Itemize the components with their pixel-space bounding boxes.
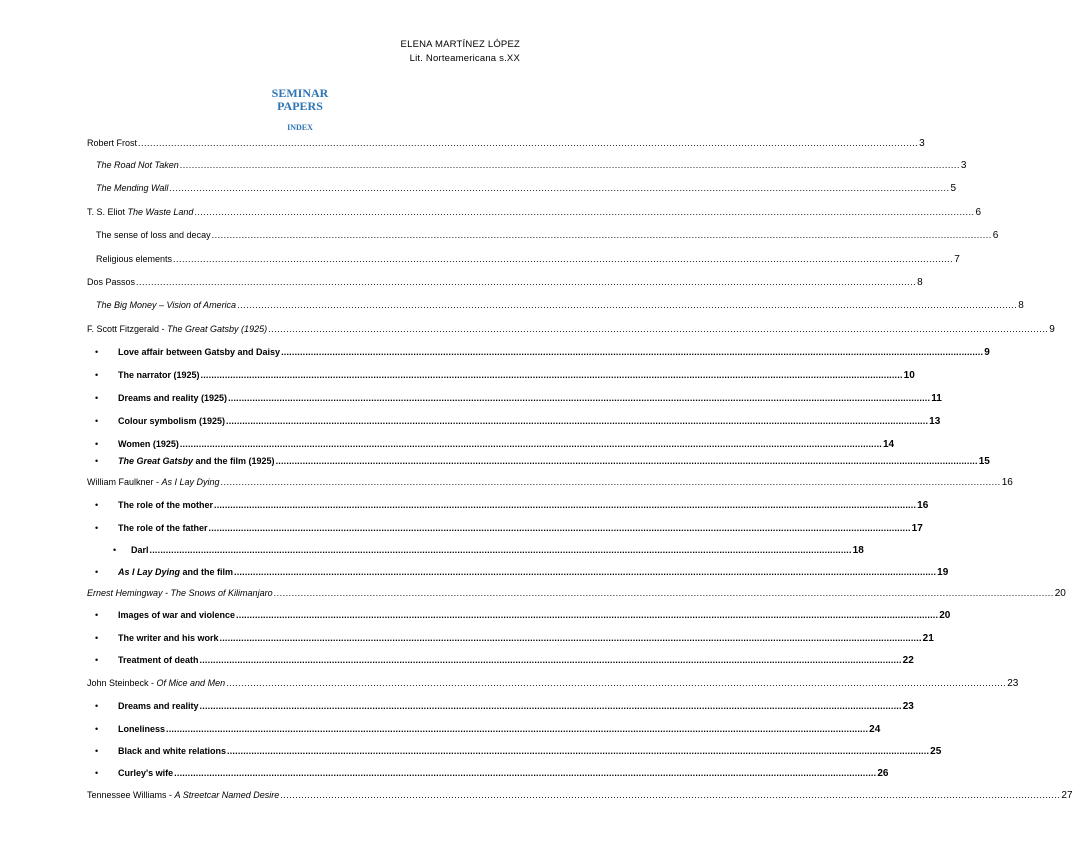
dot-leader: .................................................................................................................................................................................................................................................................... — [275, 456, 978, 466]
toc-entry[interactable] — [96, 253, 960, 265]
toc-entry-title-part: Darl — [131, 545, 149, 555]
toc-entry[interactable] — [87, 206, 982, 218]
dot-leader: .................................................................................................................................................................................................................................................................... — [179, 160, 960, 170]
toc-entry-title — [118, 767, 173, 779]
toc-page-number: 5 — [950, 183, 957, 194]
toc-page-number: 19 — [937, 567, 949, 578]
toc-entry-title-part: Curley's wife — [118, 768, 174, 778]
toc-entry[interactable] — [87, 137, 925, 149]
toc-entry[interactable] — [118, 369, 915, 381]
toc-entry[interactable] — [131, 544, 864, 556]
toc-page-number: 16 — [1001, 477, 1013, 488]
bullet-icon: • — [95, 416, 99, 426]
toc-entry-title-part: William Faulkner - — [87, 477, 162, 487]
toc-entry-title-part: Dreams and reality — [118, 701, 199, 711]
toc-entry-title-part: A Streetcar Named Desire — [174, 790, 280, 800]
dot-leader: .................................................................................................................................................................................................................................................................... — [234, 567, 937, 577]
toc-entry-title — [87, 789, 279, 801]
dot-leader: .................................................................................................................................................................................................................................................................... — [179, 439, 882, 449]
toc-entry-title-part: Love affair between Gatsby and Daisy — [118, 347, 281, 357]
toc-entry-title-part: Dos Passos — [87, 277, 136, 287]
toc-entry-title — [118, 632, 219, 644]
toc-entry-title — [118, 369, 200, 381]
toc-entry[interactable] — [118, 499, 929, 511]
toc-entry-title-part: Treatment of death — [118, 655, 199, 665]
toc-entry-title-part: F. Scott Fitzgerald - — [87, 324, 168, 334]
toc-page-number: 9 — [984, 347, 990, 358]
toc-entry[interactable] — [118, 745, 942, 757]
bullet-icon: • — [95, 724, 99, 734]
toc-page-number: 22 — [902, 655, 914, 666]
toc-entry-title-part: The sense of loss and decay — [96, 230, 211, 240]
toc-entry-title — [87, 323, 267, 335]
toc-entry[interactable] — [87, 587, 1066, 599]
toc-page-number: 15 — [978, 456, 990, 467]
toc-entry-title-part: The Great Gatsby — [118, 456, 194, 466]
dot-leader: .................................................................................................................................................................................................................................................................... — [220, 477, 1001, 487]
toc-entry-title-part: The Road Not Taken — [96, 160, 179, 170]
bullet-icon: • — [95, 370, 99, 380]
toc-entry-title-part: Black and white relations — [118, 746, 227, 756]
toc-page-number: 3 — [960, 160, 967, 171]
dot-leader: .................................................................................................................................................................................................................................................................... — [138, 138, 919, 148]
toc-entry[interactable] — [96, 159, 967, 171]
toc-entry-title — [118, 566, 233, 578]
toc-page-number: 20 — [1054, 588, 1066, 599]
dot-leader: .................................................................................................................................................................................................................................................................... — [174, 768, 877, 778]
bullet-icon: • — [95, 768, 99, 778]
toc-entry-title-part: Of Mice and Men — [156, 678, 226, 688]
toc-entry-title-part: The Waste Land — [127, 207, 194, 217]
toc-entry-title — [96, 253, 172, 265]
toc-entry-title — [87, 276, 135, 288]
bullet-icon: • — [95, 523, 99, 533]
toc-entry-title — [118, 522, 208, 534]
toc-entry-title-part: and the film (1925) — [193, 456, 275, 466]
toc-entry-title — [118, 609, 235, 621]
toc-page-number: 16 — [917, 500, 929, 511]
toc-entry-title-part: Dreams and reality (1925) — [118, 393, 228, 403]
dot-leader: .................................................................................................................................................................................................................................................................... — [226, 678, 1007, 688]
toc-entry-title — [118, 723, 165, 735]
toc-entry[interactable] — [118, 438, 895, 450]
toc-entry-title — [96, 159, 179, 171]
dot-leader: .................................................................................................................................................................................................................................................................... — [200, 370, 903, 380]
toc-page-number: 10 — [903, 370, 915, 381]
dot-leader: .................................................................................................................................................................................................................................................................... — [268, 324, 1049, 334]
toc-entry-title — [118, 455, 275, 467]
toc-page-number: 11 — [931, 393, 942, 404]
dot-leader: .................................................................................................................................................................................................................................................................... — [280, 790, 1061, 800]
toc-entry-title — [131, 544, 149, 556]
dot-leader: .................................................................................................................................................................................................................................................................... — [273, 588, 1054, 598]
toc-entry[interactable] — [87, 276, 923, 288]
dot-leader: .................................................................................................................................................................................................................................................................... — [228, 393, 931, 403]
bullet-icon: • — [113, 545, 117, 555]
toc-entry-title-part: As I Lay Dying — [118, 567, 181, 577]
toc-page-number: 18 — [852, 545, 864, 556]
dot-leader: .................................................................................................................................................................................................................................................................... — [208, 523, 911, 533]
dot-leader: .................................................................................................................................................................................................................................................................... — [214, 500, 917, 510]
toc-entry[interactable] — [118, 455, 990, 467]
toc-entry[interactable] — [118, 392, 942, 404]
toc-page-number: 6 — [992, 230, 999, 241]
toc-entry[interactable] — [118, 346, 990, 358]
dot-leader: .................................................................................................................................................................................................................................................................... — [173, 254, 954, 264]
toc-entry[interactable] — [96, 299, 1024, 311]
toc-entry-title — [87, 137, 137, 149]
bullet-icon: • — [95, 567, 99, 577]
toc-entry[interactable] — [87, 677, 1019, 689]
toc-page-number: 23 — [1007, 678, 1019, 689]
toc-entry-title-part: The Mending Wall — [96, 183, 169, 193]
title-line-2: PAPERS — [277, 99, 323, 113]
toc-page-number: 8 — [1018, 300, 1024, 311]
toc-page-number: 27 — [1061, 790, 1073, 801]
toc-entry-title-part: Women (1925) — [118, 439, 179, 449]
bullet-icon: • — [95, 347, 99, 357]
toc-entry-title-part: Colour symbolism (1925) — [118, 416, 226, 426]
title-line-1: SEMINAR — [271, 86, 329, 100]
toc-page-number: 9 — [1049, 324, 1055, 335]
toc-entry-title-part: John Steinbeck - — [87, 678, 157, 688]
toc-entry[interactable] — [118, 767, 889, 779]
toc-entry-title-part: The role of the father — [118, 523, 208, 533]
toc-entry-title-part: T. S. Eliot — [87, 207, 128, 217]
toc-entry[interactable] — [87, 323, 1055, 335]
toc-entry-title — [87, 476, 220, 488]
toc-entry-title-part: Images of war and violence — [118, 610, 236, 620]
bullet-icon: • — [95, 633, 99, 643]
toc-entry[interactable] — [118, 700, 914, 712]
toc-entry[interactable] — [118, 632, 934, 644]
bullet-icon: • — [95, 439, 99, 449]
toc-entry-title — [118, 499, 213, 511]
toc-entry-title — [118, 415, 225, 427]
bullet-icon: • — [95, 610, 99, 620]
dot-leader: .................................................................................................................................................................................................................................................................... — [211, 230, 992, 240]
toc-entry[interactable] — [87, 476, 1013, 488]
toc-entry-title-part: The role of the mother — [118, 500, 214, 510]
toc-entry-title-part: Tennessee Williams - — [87, 790, 175, 800]
toc-entry[interactable] — [96, 229, 999, 241]
toc-entry-title — [118, 438, 179, 450]
author-name: ELENA MARTÍNEZ LÓPEZ — [400, 39, 520, 50]
toc-entry-title — [96, 229, 211, 241]
toc-entry-title-part: Robert Frost — [87, 138, 138, 148]
toc-entry-title — [118, 745, 226, 757]
bullet-icon: • — [95, 746, 99, 756]
toc-entry[interactable] — [118, 522, 923, 534]
toc-page-number: 24 — [869, 724, 881, 735]
bullet-icon: • — [95, 500, 99, 510]
bullet-icon: • — [95, 701, 99, 711]
toc-page-number: 13 — [929, 416, 941, 427]
dot-leader: .................................................................................................................................................................................................................................................................... — [236, 610, 939, 620]
dot-leader: .................................................................................................................................................................................................................................................................... — [194, 207, 975, 217]
toc-entry-title — [87, 677, 225, 689]
toc-entry[interactable] — [118, 415, 941, 427]
toc-page-number: 7 — [954, 254, 960, 265]
toc-entry-title — [96, 299, 236, 311]
dot-leader: .................................................................................................................................................................................................................................................................... — [219, 633, 922, 643]
toc-entry-title — [87, 206, 193, 218]
dot-leader: .................................................................................................................................................................................................................................................................... — [136, 277, 917, 287]
course-name: Lit. Norteamericana s.XX — [409, 53, 520, 64]
toc-entry-title — [118, 700, 199, 712]
dot-leader: .................................................................................................................................................................................................................................................................... — [227, 746, 930, 756]
page-header — [401, 38, 520, 66]
toc-page-number: 23 — [902, 701, 914, 712]
dot-leader: .................................................................................................................................................................................................................................................................... — [226, 416, 929, 426]
toc-page-number: 17 — [911, 523, 923, 534]
toc-page-number: 21 — [922, 633, 934, 644]
toc-entry[interactable] — [118, 654, 914, 666]
index-heading: INDEX — [287, 123, 313, 132]
bullet-icon: • — [95, 393, 99, 403]
toc-entry-title-part: As I Lay Dying — [161, 477, 220, 487]
toc-entry[interactable] — [118, 566, 949, 578]
toc-entry-title-part: The Big Money – Vision of America — [96, 300, 237, 310]
toc-page-number: 14 — [883, 439, 895, 450]
toc-entry-title — [118, 654, 199, 666]
toc-entry-title-part: The Great Gatsby (1925) — [167, 324, 268, 334]
toc-entry-title — [118, 346, 280, 358]
toc-entry-title-part: The writer and his work — [118, 633, 219, 643]
toc-entry-title — [96, 182, 168, 194]
toc-entry-title-part: Loneliness — [118, 724, 166, 734]
toc-entry[interactable] — [96, 182, 957, 194]
dot-leader: .................................................................................................................................................................................................................................................................... — [199, 701, 902, 711]
bullet-icon: • — [95, 655, 99, 665]
dot-leader: .................................................................................................................................................................................................................................................................... — [169, 183, 950, 193]
toc-page-number: 8 — [917, 277, 923, 288]
dot-leader: .................................................................................................................................................................................................................................................................... — [281, 347, 984, 357]
toc-entry-title-part: The narrator (1925) — [118, 370, 200, 380]
toc-page-number: 26 — [877, 768, 889, 779]
dot-leader: .................................................................................................................................................................................................................................................................... — [149, 545, 852, 555]
toc-page-number: 20 — [939, 610, 951, 621]
toc-entry-title — [87, 587, 273, 599]
toc-entry-title-part: Religious elements — [96, 254, 173, 264]
toc-page-number: 3 — [919, 138, 925, 149]
toc-page-number: 25 — [930, 746, 942, 757]
bullet-icon: • — [95, 456, 99, 466]
toc-entry-title-part: and the film — [180, 567, 234, 577]
toc-entry[interactable] — [118, 609, 951, 621]
dot-leader: .................................................................................................................................................................................................................................................................... — [199, 655, 902, 665]
dot-leader: .................................................................................................................................................................................................................................................................... — [237, 300, 1018, 310]
dot-leader: .................................................................................................................................................................................................................................................................... — [166, 724, 869, 734]
document-title — [0, 87, 600, 113]
toc-entry-title-part: Ernest Hemingway - The Snows of Kilimanjaro — [87, 588, 273, 598]
toc-entry-title — [118, 392, 227, 404]
toc-page-number: 6 — [975, 207, 982, 218]
toc-entry[interactable] — [118, 723, 881, 735]
toc-entry[interactable] — [87, 789, 1073, 801]
